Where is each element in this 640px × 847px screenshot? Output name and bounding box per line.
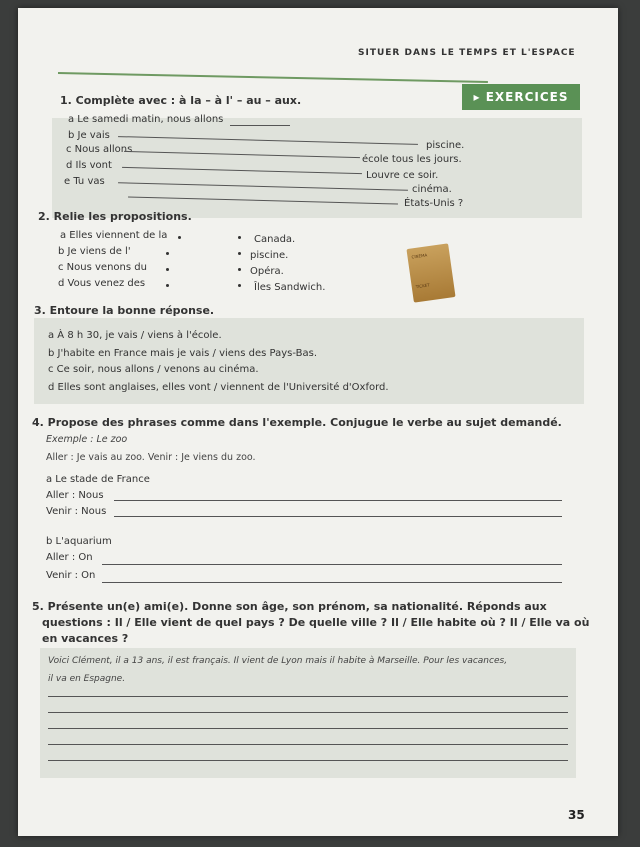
exercise-1-item: c Nous allons bbox=[66, 144, 133, 155]
exercise-5-background bbox=[40, 648, 576, 778]
page-number: 35 bbox=[568, 808, 585, 822]
exercise-1-item: e Tu vas bbox=[64, 176, 105, 187]
answer-line[interactable] bbox=[48, 712, 568, 713]
exercise-3-title: 3. Entoure la bonne réponse. bbox=[34, 304, 215, 317]
answer-line[interactable] bbox=[48, 744, 568, 745]
venir-label: Venir : On bbox=[46, 570, 96, 581]
match-right-item: Canada. bbox=[254, 234, 296, 245]
match-dot[interactable] bbox=[166, 252, 169, 255]
answer-line[interactable] bbox=[102, 564, 562, 565]
match-left-item: a Elles viennent de la bbox=[60, 230, 168, 241]
answer-example-text: Voici Clément, il a 13 ans, il est français. Il vient de Lyon mais il habite à Marseille. Pour les vacances, bbox=[48, 656, 508, 666]
exercise-5-title-cont: en vacances ? bbox=[42, 632, 129, 645]
header-rule bbox=[58, 72, 488, 83]
venir-label: Venir : Nous bbox=[46, 506, 107, 517]
exercise-1-item: d Ils vont bbox=[66, 160, 112, 171]
cinema-ticket-image bbox=[406, 243, 455, 302]
exercise-3-item[interactable]: a À 8 h 30, je vais / viens à l'école. bbox=[48, 330, 222, 341]
exercise-1-ending: école tous les jours. bbox=[362, 154, 462, 165]
workbook-page bbox=[18, 8, 618, 836]
exercise-5-title-cont: questions : Il / Elle vient de quel pays ? De quelle ville ? Il / Elle habite où ? Il / Elle va où bbox=[42, 616, 590, 629]
match-dot[interactable] bbox=[238, 252, 241, 255]
ticket-text: TICKET bbox=[415, 282, 430, 290]
match-right-item: Îles Sandwich. bbox=[254, 282, 326, 293]
exercise-1-ending: États-Unis ? bbox=[404, 198, 464, 209]
match-dot[interactable] bbox=[166, 284, 169, 287]
example-line: Aller : Je vais au zoo. Venir : Je viens du zoo. bbox=[46, 452, 256, 463]
match-left-item: d Vous venez des bbox=[58, 278, 146, 289]
section-header: SITUER DANS LE TEMPS ET L'ESPACE bbox=[358, 48, 576, 58]
match-dot[interactable] bbox=[238, 236, 241, 239]
exercise-2-title: 2. Relie les propositions. bbox=[38, 210, 192, 223]
match-dot[interactable] bbox=[166, 268, 169, 271]
exercise-5-title: 5. Présente un(e) ami(e). Donne son âge, son prénom, sa nationalité. Réponds aux bbox=[32, 600, 547, 613]
exercise-4a-title: a Le stade de France bbox=[46, 474, 150, 485]
exercise-3-item[interactable]: b J'habite en France mais je vais / viens des Pays-Bas. bbox=[48, 348, 318, 359]
match-dot[interactable] bbox=[238, 284, 241, 287]
exercise-3-item[interactable]: c Ce soir, nous allons / venons au cinéma. bbox=[48, 364, 259, 375]
match-right-item: Opéra. bbox=[250, 266, 284, 277]
answer-line[interactable] bbox=[48, 760, 568, 761]
example-label: Exemple : Le zoo bbox=[46, 434, 128, 445]
exercise-1-item: a Le samedi matin, nous allons bbox=[68, 114, 224, 125]
match-left-item: b Je viens de l' bbox=[58, 246, 131, 257]
aller-label: Aller : On bbox=[46, 552, 93, 563]
exercices-badge-label: EXERCICES bbox=[485, 90, 569, 104]
answer-line[interactable] bbox=[48, 696, 568, 697]
match-left-item: c Nous venons du bbox=[58, 262, 147, 273]
exercise-4b-title: b L'aquarium bbox=[46, 536, 112, 547]
match-right-item: piscine. bbox=[250, 250, 289, 261]
exercise-1-item: b Je vais bbox=[68, 130, 110, 141]
answer-line[interactable] bbox=[114, 500, 562, 501]
match-dot[interactable] bbox=[238, 268, 241, 271]
answer-line[interactable] bbox=[102, 582, 562, 583]
answer-line[interactable] bbox=[114, 516, 562, 517]
exercise-1-ending: Louvre ce soir. bbox=[366, 170, 439, 181]
answer-line[interactable] bbox=[48, 728, 568, 729]
answer-line[interactable] bbox=[230, 125, 290, 126]
exercices-badge: ▸ EXERCICES bbox=[462, 84, 580, 110]
match-dot[interactable] bbox=[178, 236, 181, 239]
exercise-3-item[interactable]: d Elles sont anglaises, elles vont / viennent de l'Université d'Oxford. bbox=[48, 382, 389, 393]
ticket-text: CINEMA bbox=[411, 252, 428, 260]
exercise-1-ending: cinéma. bbox=[412, 184, 452, 195]
exercise-4-title: 4. Propose des phrases comme dans l'exemple. Conjugue le verbe au sujet demandé. bbox=[32, 416, 562, 429]
exercise-1-title: 1. Complète avec : à la – à l' – au – aux. bbox=[60, 94, 302, 107]
answer-example-text: il va en Espagne. bbox=[48, 674, 126, 684]
exercise-1-ending: piscine. bbox=[426, 140, 465, 151]
aller-label: Aller : Nous bbox=[46, 490, 104, 501]
